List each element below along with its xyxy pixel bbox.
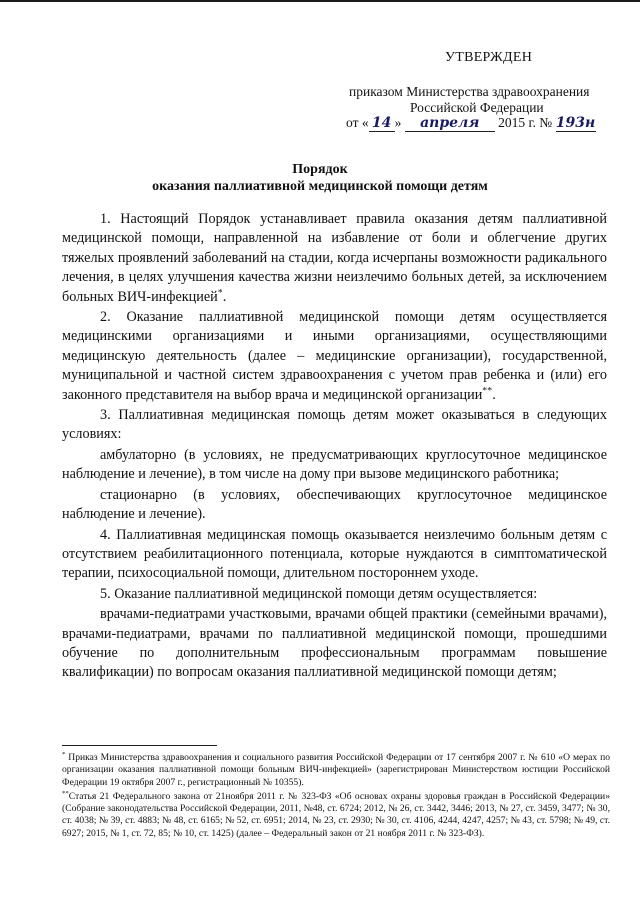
order-issuer: приказом Министерства здравоохранения — [349, 84, 590, 99]
handwritten-day: 14 — [369, 115, 395, 132]
footnotes — [62, 752, 610, 840]
top-border — [0, 0, 640, 2]
document-subtitle: оказания паллиативной медицинской помощи детям — [152, 179, 488, 194]
paragraph: амбулаторно (в условиях, не предусматривающих круглосуточное медицинское наблюдение и лечение), в том числе на дому при вызове медицинского работника; — [62, 446, 607, 483]
document-body — [62, 210, 607, 683]
footnote-separator — [62, 745, 217, 746]
paragraph: 5. Оказание паллиативной медицинской помощи детям осуществляется: — [100, 585, 538, 602]
document-title: Порядок — [292, 162, 348, 177]
order-date-line — [346, 115, 596, 132]
handwritten-month: апреля — [405, 115, 495, 132]
footnote: * Приказ Министерства здравоохранения и социального развития Российской Федерации от 17 сентября 2007 г. № 610 «О мерах по организации оказания паллиативной помощи больным ВИЧ-инфекцией» (зарегистрирован Министерством юстиции Российской Федерации 19 октября 2007 г., регистрационный № 10355). — [62, 750, 610, 788]
paragraph: 3. Паллиативная медицинская помощь детям может оказываться в следующих условиях: — [62, 407, 607, 443]
paragraph: 2. Оказание паллиативной медицинской помощи детям осуществляется медицинскими организациями и иными организациями, осуществляющими медицинскую деятельность (далее – медицинские организации), государственной, муниципальной и частной систем здравоохранения с учетом прав ребенка и (или) его законного представителя на выбор врача и медицинской организации**. — [62, 309, 607, 403]
footnote: **Статья 21 Федерального закона от 21ноября 2011 г. № 323-ФЗ «Об основах охраны здоровья граждан в Российской Федерации» (Собрание законодательства Российской Федерации, 2011, №48, ст. 6724; 2012, № 26, ст. 3442, 3446; 2013, № 27, ст. 3459, 3477; № 30, ст. 4038; № 39, ст. 4883; № 48, ст. 6165; № 52, ст. 6951; 2014, № 23, ст. 2930; № 30, ст. 4106, 4244, 4247, 4257; № 43, ст. 5798; № 49, ст. 6927; 2015, № 1, ст. 72, 85; № 10, ст. 1425) (далее – Федеральный закон от 21 ноября 2011 г. № 323-ФЗ). — [62, 789, 610, 839]
paragraph: 1. Настоящий Порядок устанавливает правила оказания детям паллиативной медицинской помощи, направленной на избавление от боли и облегчение других тяжелых проявлений заболеваний на стадии, когда исчерпаны возможности радикального лечения, в целях улучшения качества жизни неизлечимо больных детей, за исключением больных ВИЧ-инфекцией*. — [62, 211, 607, 305]
order-country: Российской Федерации — [410, 100, 544, 115]
paragraph: 4. Паллиативная медицинская помощь оказывается неизлечимо больным детям с отсутствием реабилитационного потенциала, которые нуждаются в симптоматической терапии, психосоциальной помощи, длительном постороннем уходе. — [62, 526, 607, 582]
handwritten-number: 193н — [555, 115, 596, 131]
date-mid: » — [394, 115, 402, 130]
approval-heading: УТВЕРЖДЕН — [445, 50, 533, 65]
paragraph: врачами-педиатрами участковыми, врачами общей практики (семейными врачами), врачами-педиатрами, врачами по паллиативной медицинской помощи, прошедшими обучение по дополнительным профессиональным программам повышение квалификации) по вопросам оказания паллиативной медицинской помощи детям; — [62, 606, 607, 681]
date-prefix: от « — [346, 115, 369, 130]
date-year: 2015 г. № — [498, 115, 553, 130]
paragraph: стационарно (в условиях, обеспечивающих круглосуточное медицинское наблюдение и лечение). — [62, 486, 607, 523]
